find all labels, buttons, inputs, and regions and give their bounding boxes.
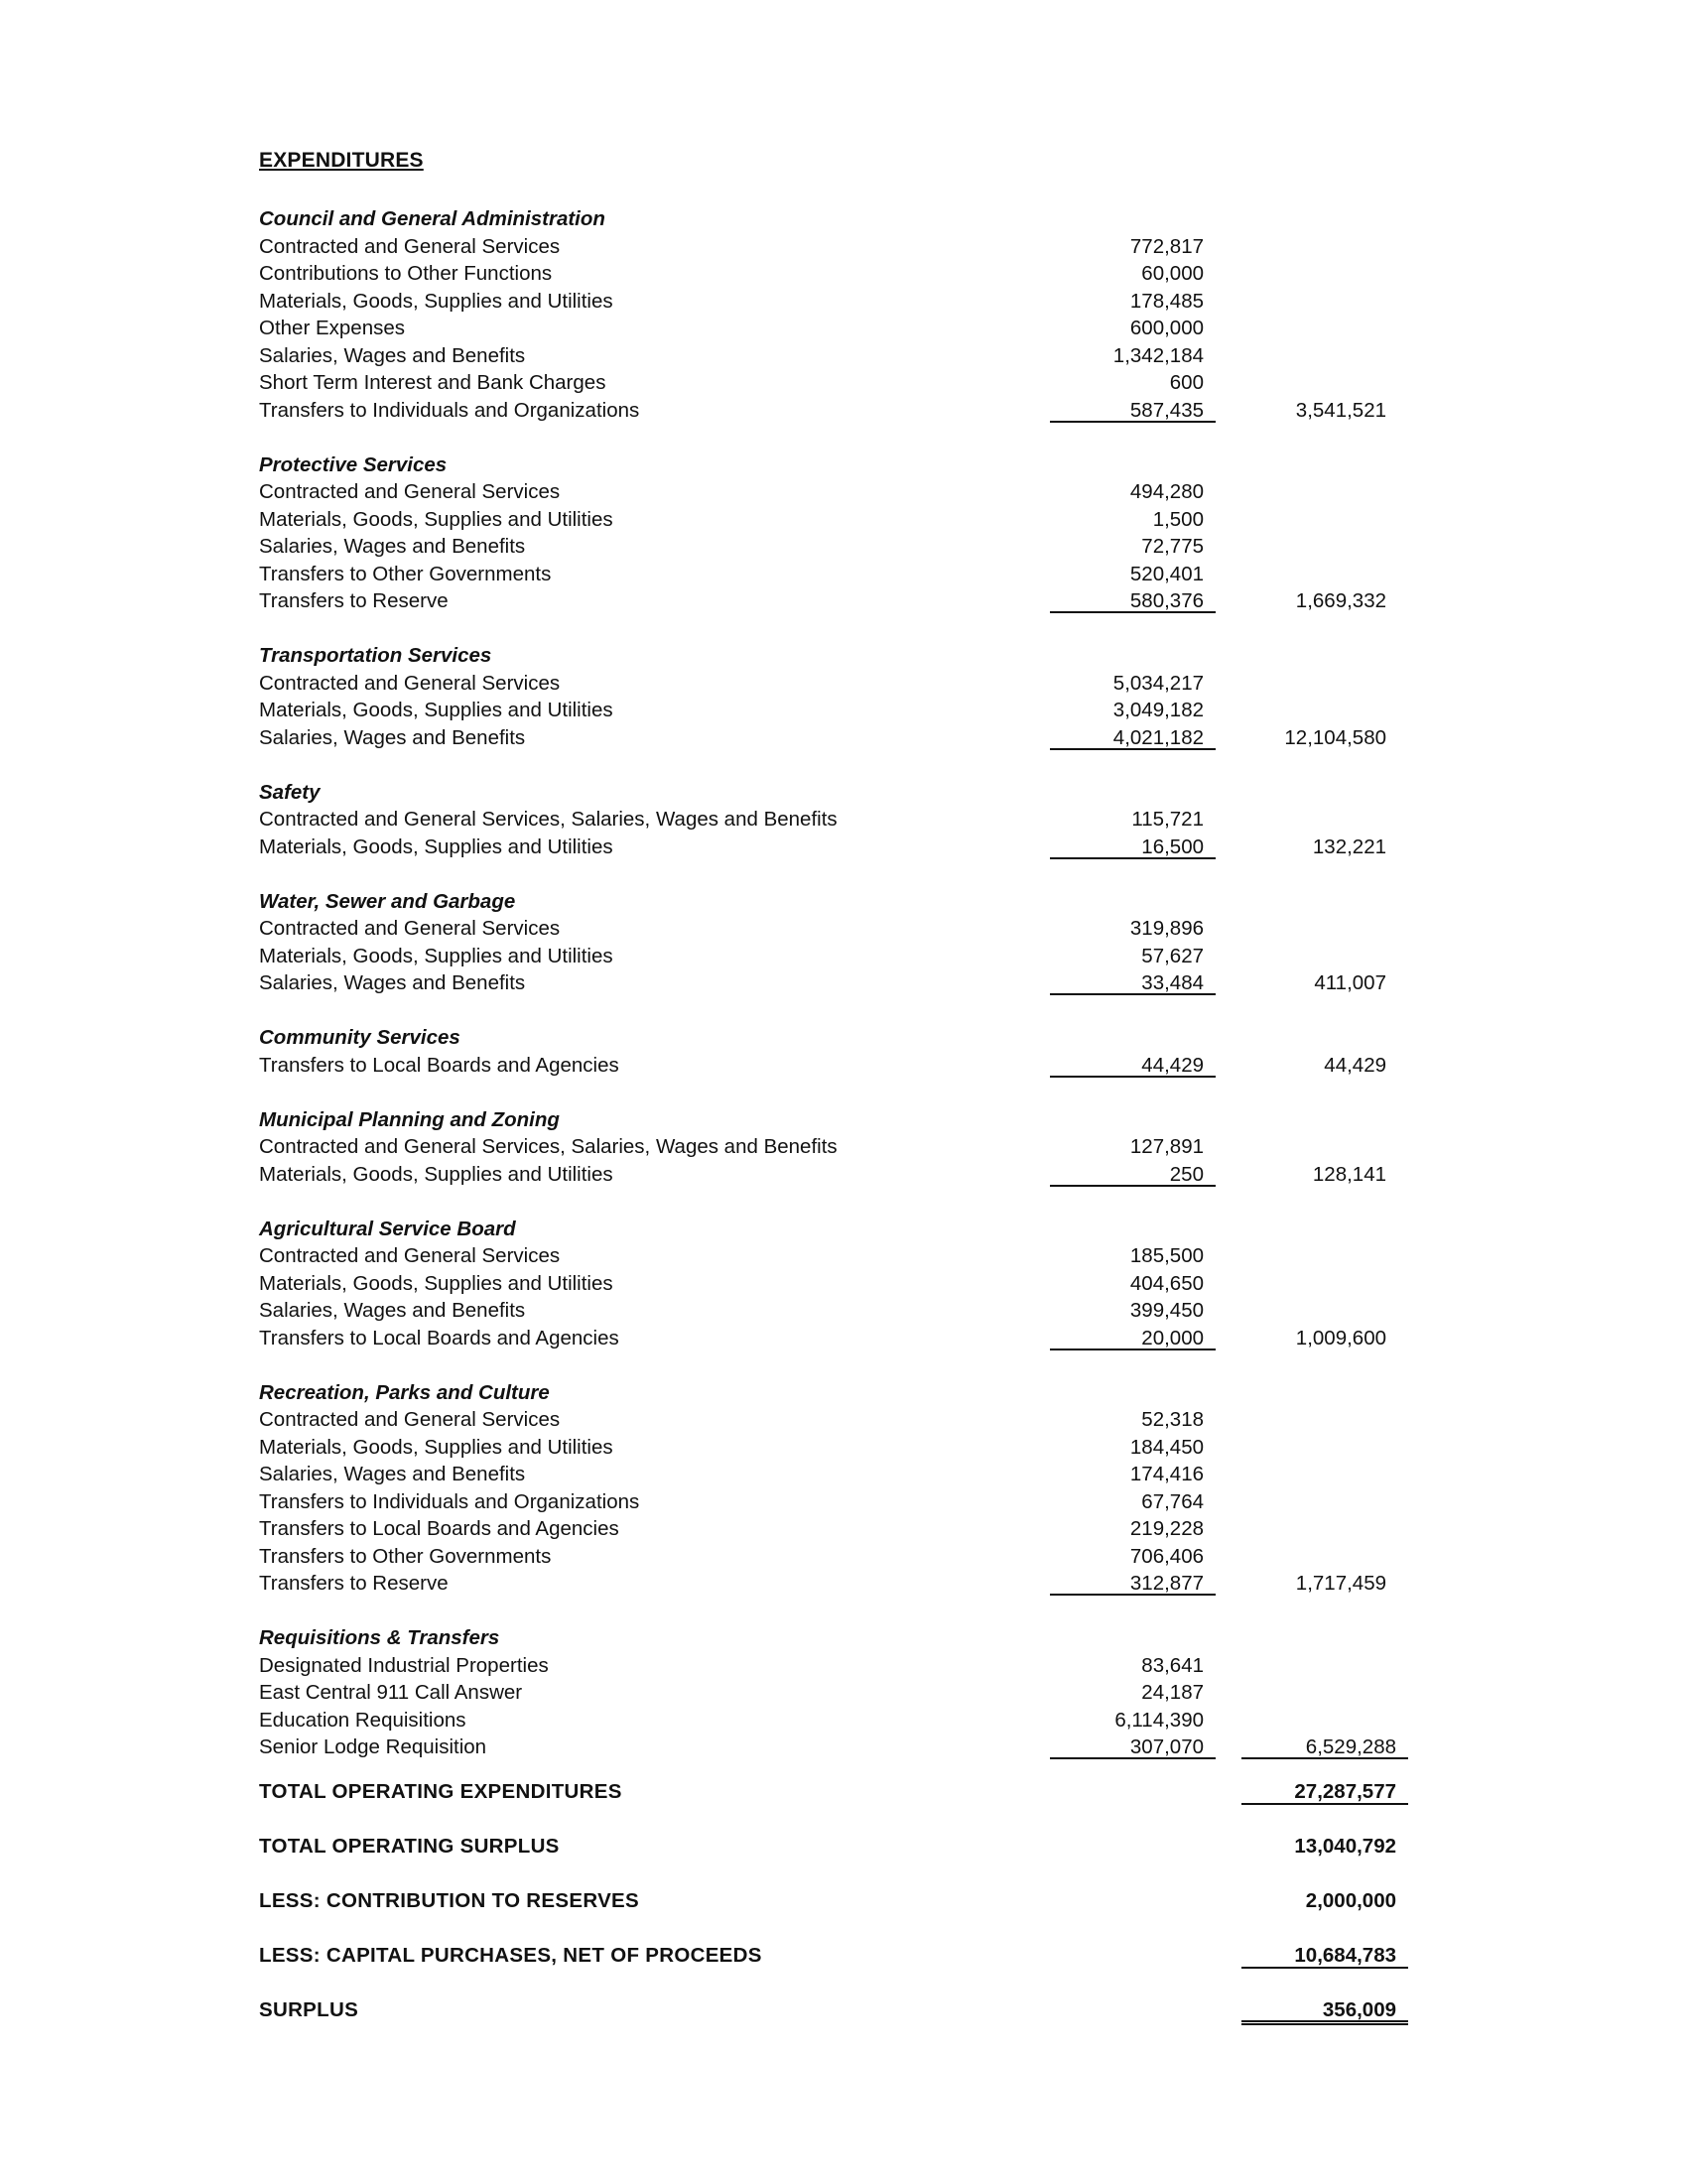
line-item-amount: 587,435 [1050,397,1216,423]
section-total: 12,104,580 [1284,725,1386,749]
line-item-amount: 20,000 [1050,1325,1216,1350]
summary-label: LESS: CAPITAL PURCHASES, NET OF PROCEEDS [259,1944,762,1967]
summary-label: LESS: CONTRIBUTION TO RESERVES [259,1889,639,1912]
line-item-label: Salaries, Wages and Benefits [259,535,526,558]
section-heading [259,642,1410,670]
line-item [259,1707,1410,1734]
line-item-amount: 772,817 [1129,234,1204,258]
line-item-amount: 185,500 [1129,1244,1204,1267]
section-total: 1,669,332 [1295,589,1386,612]
line-item-amount: 115,721 [1131,808,1204,831]
line-item-label: Contributions to Other Functions [259,262,553,285]
line-item-label: Materials, Goods, Supplies and Utilities [259,289,613,313]
line-item-amount: 44,429 [1050,1052,1216,1078]
line-item [259,943,1410,970]
line-item [259,1161,1410,1189]
line-item-amount: 57,627 [1141,944,1204,967]
line-item-amount: 600,000 [1129,317,1204,339]
line-item-label: Transfers to Other Governments [259,1544,552,1568]
section-heading [259,1379,1410,1407]
section-heading [259,1106,1410,1134]
line-item-amount: 5,034,217 [1112,671,1204,695]
line-item [259,533,1410,561]
summary-row [259,1778,1410,1833]
section-total: 1,717,459 [1295,1572,1386,1595]
line-item-label: Salaries, Wages and Benefits [259,1463,526,1485]
line-item-amount: 520,401 [1129,562,1204,585]
line-item-amount: 1,500 [1152,507,1204,531]
line-item-label: Materials, Goods, Supplies and Utilities [259,1162,613,1186]
line-item-amount: 184,450 [1129,1435,1204,1459]
expense-section [259,888,1410,997]
expense-section [259,1624,1410,1761]
expense-section [259,1106,1410,1189]
line-item [259,1461,1410,1488]
line-item [259,1297,1410,1325]
line-item [259,587,1410,615]
section-title: Municipal Planning and Zoning [259,1107,560,1131]
line-item [259,915,1410,943]
line-item-label: Contracted and General Services [259,671,561,695]
section-title: Water, Sewer and Garbage [259,889,516,913]
line-item-amount: 52,318 [1141,1408,1204,1431]
summary-value: 356,009 [1241,1996,1408,2025]
line-item-label: Materials, Goods, Supplies and Utilities [259,1271,613,1295]
line-item [259,1406,1410,1434]
line-item-amount: 16,500 [1050,834,1216,859]
summary-value: 10,684,783 [1241,1942,1408,1969]
section-title: Requisitions & Transfers [259,1626,500,1649]
line-item [259,834,1410,861]
section-heading [259,451,1410,479]
line-item-amount: 307,070 [1050,1734,1216,1759]
line-item-label: Salaries, Wages and Benefits [259,343,526,367]
line-item-amount: 399,450 [1129,1299,1204,1322]
section-total: 128,141 [1312,1162,1386,1186]
line-item-amount: 24,187 [1141,1681,1204,1704]
line-item [259,506,1410,534]
summary-label: TOTAL OPERATING SURPLUS [259,1835,560,1858]
page-title: EXPENDITURES [259,149,424,172]
line-item [259,1270,1410,1298]
section-title: Community Services [259,1026,460,1049]
summary-row [259,1996,1410,2051]
section-heading [259,1216,1410,1243]
line-item [259,1325,1410,1352]
line-item-amount: 178,485 [1129,289,1204,313]
line-item-label: Salaries, Wages and Benefits [259,1299,526,1322]
line-item-label: Salaries, Wages and Benefits [259,725,526,749]
summary-block [259,1778,1410,2051]
expense-section [259,205,1410,424]
section-heading [259,779,1410,807]
line-item-label: Transfers to Reserve [259,1572,449,1595]
line-item [259,1570,1410,1598]
section-title: Council and General Administration [259,207,605,230]
summary-value: 13,040,792 [1294,1835,1396,1858]
section-total: 6,529,288 [1241,1734,1408,1759]
line-item-label: Short Term Interest and Bank Charges [259,371,606,394]
line-item-amount: 4,021,182 [1050,724,1216,750]
line-item-label: East Central 911 Call Answer [259,1681,523,1704]
line-item [259,315,1410,342]
expense-section [259,1216,1410,1352]
line-item [259,397,1410,425]
line-item-label: Transfers to Individuals and Organizations [259,1489,640,1513]
line-item-label: Contracted and General Services [259,480,561,503]
line-item [259,260,1410,288]
line-item [259,1434,1410,1462]
line-item-label: Designated Industrial Properties [259,1653,549,1677]
line-item-amount: 1,342,184 [1112,343,1204,367]
section-title: Protective Services [259,452,448,476]
line-item-label: Transfers to Individuals and Organizations [259,398,640,422]
line-item [259,342,1410,370]
line-item [259,1515,1410,1543]
line-item-label: Contracted and General Services, Salaries, Wages and Benefits [259,1135,838,1158]
line-item-label: Materials, Goods, Supplies and Utilities [259,699,613,721]
expense-section [259,1379,1410,1598]
line-item [259,1652,1410,1680]
section-total: 132,221 [1312,835,1386,858]
line-item-amount: 33,484 [1050,969,1216,995]
line-item [259,369,1410,397]
line-item-amount: 67,764 [1141,1489,1204,1513]
line-item-label: Materials, Goods, Supplies and Utilities [259,1435,613,1459]
summary-row [259,1942,1410,1996]
line-item-amount: 3,049,182 [1112,699,1204,721]
line-item-label: Materials, Goods, Supplies and Utilities [259,507,613,531]
line-item-label: Salaries, Wages and Benefits [259,971,526,994]
line-item-label: Senior Lodge Requisition [259,1735,487,1758]
line-item-amount: 319,896 [1129,917,1204,940]
line-item-label: Transfers to Local Boards and Agencies [259,1053,619,1077]
line-item [259,670,1410,698]
line-item [259,1488,1410,1516]
line-item-amount: 250 [1050,1161,1216,1187]
summary-label: TOTAL OPERATING EXPENDITURES [259,1780,622,1803]
expense-section [259,1024,1410,1079]
section-heading [259,1024,1410,1052]
section-heading [259,1624,1410,1652]
line-item-amount: 174,416 [1129,1463,1204,1485]
section-total: 411,007 [1314,971,1386,994]
line-item-amount: 706,406 [1129,1544,1204,1568]
expense-section [259,779,1410,861]
expense-section [259,451,1410,615]
section-heading [259,205,1410,233]
line-item [259,1052,1410,1080]
summary-value: 2,000,000 [1305,1889,1396,1912]
line-item-amount: 6,114,390 [1114,1708,1204,1732]
line-item-amount: 404,650 [1129,1271,1204,1295]
line-item [259,806,1410,834]
expense-section [259,642,1410,751]
line-item-label: Education Requisitions [259,1708,466,1732]
line-item [259,1543,1410,1571]
section-title: Recreation, Parks and Culture [259,1380,550,1404]
line-item-label: Transfers to Local Boards and Agencies [259,1517,619,1540]
line-item [259,1133,1410,1161]
line-item [259,969,1410,997]
section-title: Safety [259,780,321,804]
line-item [259,697,1410,724]
line-item [259,561,1410,588]
line-item [259,478,1410,506]
line-item-amount: 600 [1169,371,1204,394]
line-item-amount: 60,000 [1141,262,1204,285]
line-item-label: Contracted and General Services [259,917,561,940]
summary-row [259,1887,1410,1942]
line-item-label: Contracted and General Services [259,1244,561,1267]
line-item [259,1242,1410,1270]
section-heading [259,888,1410,916]
line-item-label: Contracted and General Services [259,1408,561,1431]
expenditure-sections [259,205,1410,1788]
section-title: Agricultural Service Board [259,1217,516,1240]
section-total: 1,009,600 [1295,1326,1386,1349]
line-item-amount: 219,228 [1129,1517,1204,1540]
line-item-amount: 494,280 [1129,480,1204,503]
line-item-label: Transfers to Reserve [259,589,449,612]
line-item-label: Materials, Goods, Supplies and Utilities [259,835,613,858]
section-title: Transportation Services [259,644,492,667]
section-total: 3,541,521 [1295,398,1386,422]
line-item-label: Transfers to Local Boards and Agencies [259,1326,619,1349]
line-item [259,1734,1410,1761]
line-item-amount: 127,891 [1129,1135,1204,1158]
summary-label: SURPLUS [259,1998,359,2021]
line-item-label: Contracted and General Services [259,234,561,258]
line-item-label: Materials, Goods, Supplies and Utilities [259,944,613,967]
line-item-amount: 72,775 [1141,535,1204,558]
line-item-amount: 580,376 [1050,587,1216,613]
line-item-amount: 312,877 [1050,1570,1216,1596]
line-item-amount: 83,641 [1141,1653,1204,1677]
summary-value: 27,287,577 [1241,1778,1408,1805]
line-item-label: Transfers to Other Governments [259,562,552,585]
line-item-label: Other Expenses [259,317,405,339]
line-item [259,288,1410,316]
section-total: 44,429 [1324,1053,1386,1077]
line-item [259,233,1410,261]
line-item [259,724,1410,752]
line-item [259,1679,1410,1707]
line-item-label: Contracted and General Services, Salaries, Wages and Benefits [259,808,838,831]
summary-row [259,1833,1410,1887]
